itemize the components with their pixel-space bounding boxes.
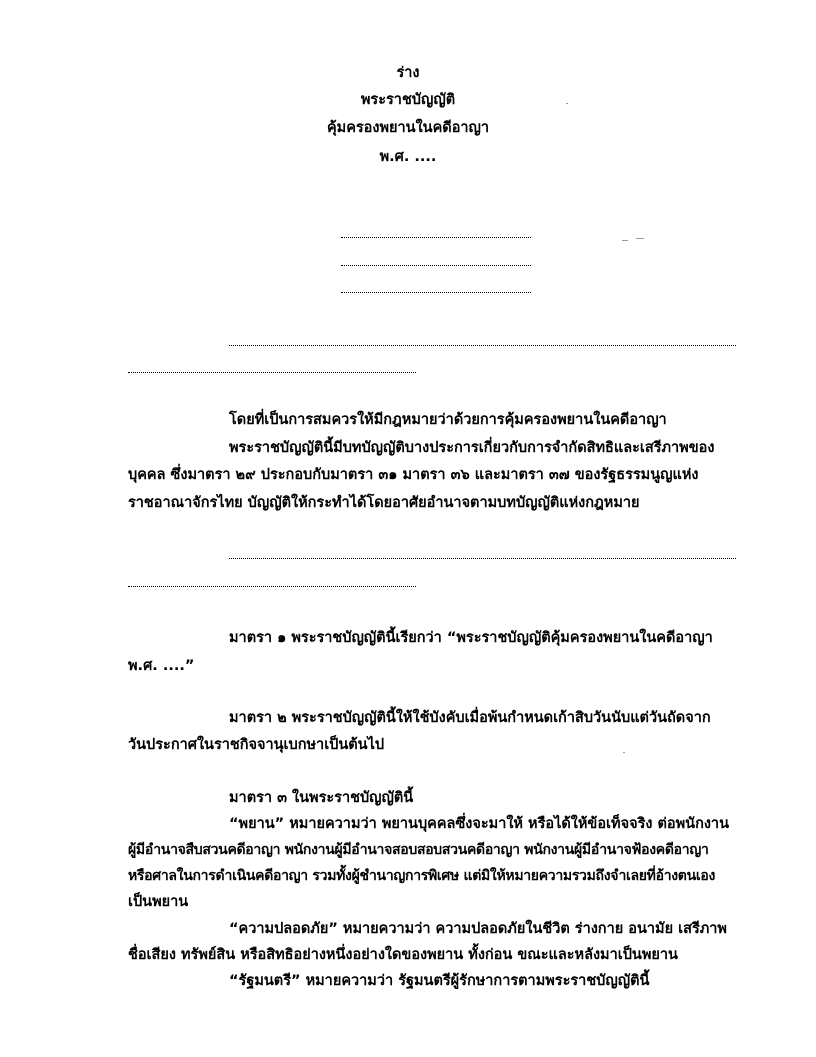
- dotted-paragraph-2a: [229, 558, 736, 559]
- act-type-title: พระราชบัญญัติ: [360, 92, 456, 108]
- preamble-line-3: บุคคล ซึ่งมาตรา ๒๙ ประกอบกับมาตรา ๓๑ มาตรา ๓๖ และมาตรา ๓๗ ของรัฐธรรมนูญแห่ง: [128, 467, 699, 483]
- definition-witness-1: “พยาน” หมายความว่า พยานบุคคลซึ่งจะมาให้ หรือได้ให้ข้อเท็จจริง ต่อพนักงาน: [229, 816, 729, 832]
- definition-safety-1: “ความปลอดภัย” หมายความว่า ความปลอดภัยในชีวิต ร่างกาย อนามัย เสรีภาพ: [229, 921, 727, 937]
- dotted-line-2: [341, 265, 531, 266]
- scan-speck: [636, 238, 644, 239]
- section-2-line-2: วันประกาศในราชกิจจานุเบกษาเป็นต้นไป: [128, 737, 385, 753]
- section-1-line-1: มาตรา ๑ พระราชบัญญัตินี้เรียกว่า “พระราชบัญญัติคุ้มครองพยานในคดีอาญา: [229, 630, 713, 646]
- section-2-line-1: มาตรา ๒ พระราชบัญญัตินี้ให้ใช้บังคับเมื่อพ้นกำหนดเก้าสิบวันนับแต่วันถัดจาก: [229, 710, 711, 726]
- section-1-line-2: พ.ศ. ....”: [128, 658, 195, 674]
- dotted-line-3: [341, 292, 531, 293]
- scan-speck: [622, 240, 628, 241]
- preamble-line-2: พระราชบัญญัตินี้มีบทบัญญัติบางประการเกี่ยวกับการจำกัดสิทธิและเสรีภาพของ: [229, 440, 715, 456]
- scan-speck: [623, 752, 625, 753]
- dotted-paragraph-1b: [128, 372, 416, 373]
- dotted-paragraph-2b: [128, 586, 416, 587]
- definition-witness-4: เป็นพยาน: [128, 894, 189, 910]
- section-3-heading: มาตรา ๓ ในพระราชบัญญัตินี้: [229, 790, 414, 806]
- scan-speck: [566, 103, 568, 104]
- dotted-paragraph-1a: [229, 345, 736, 346]
- year-label: พ.ศ. ....: [379, 149, 437, 165]
- definition-witness-2: ผู้มีอำนาจสืบสวนคดีอาญา พนักงานผู้มีอำนาจสอบสอบสวนคดีอาญา พนักงานผู้มีอำนาจฟ้องคดีอาญา: [128, 842, 709, 858]
- draft-label: ร่าง: [396, 65, 420, 81]
- definition-minister: “รัฐมนตรี” หมายความว่า รัฐมนตรีผู้รักษาการตามพระราชบัญญัตินี้: [229, 973, 650, 989]
- preamble-line-4: ราชอาณาจักรไทย บัญญัติให้กระทำได้โดยอาศัยอำนาจตามบทบัญญัติแห่งกฎหมาย: [128, 495, 640, 511]
- definition-witness-3: หรือศาลในการดำเนินคดีอาญา รวมทั้งผู้ชำนาญการพิเศษ แต่มิให้หมายความรวมถึงจำเลยที่อ้างตนเอง: [128, 868, 716, 884]
- act-name-title: คุ้มครองพยานในคดีอาญา: [326, 120, 490, 136]
- definition-safety-2: ชื่อเสียง ทรัพย์สิน หรือสิทธิอย่างหนึ่งอย่างใดของพยาน ทั้งก่อน ขณะและหลังมาเป็นพยาน: [128, 947, 678, 963]
- dotted-line-1: [341, 237, 531, 238]
- preamble-line-1: โดยที่เป็นการสมควรให้มีกฎหมายว่าด้วยการคุ้มครองพยานในคดีอาญา: [229, 412, 667, 428]
